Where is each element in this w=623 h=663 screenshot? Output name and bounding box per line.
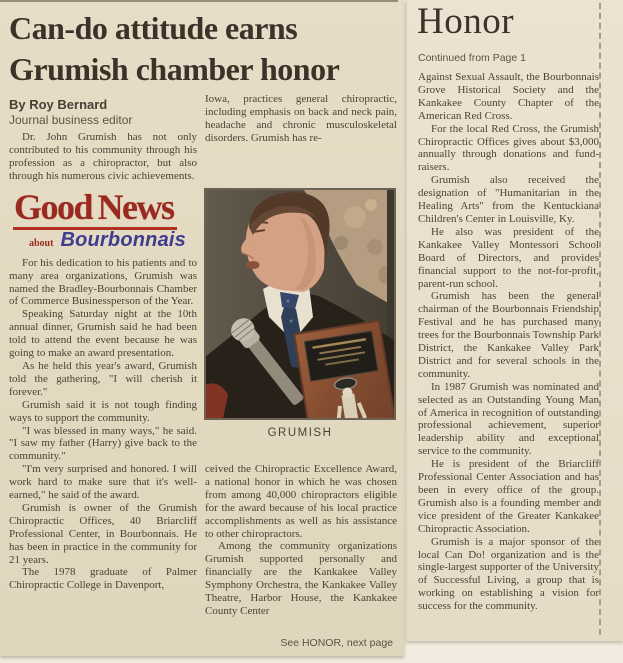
article-paragraph: Grumish has been the general chairman of the Bourbonnais Friendship Festival and he has purchased many trees for the Bourbonnais Township Park District, the Kankakee Valley Park District and for several schools in the community. <box>418 290 599 380</box>
jump-line: See HONOR, next page <box>280 637 393 649</box>
byline-block <box>9 97 132 127</box>
main-headline <box>9 8 401 90</box>
article-paragraph: In 1987 Grumish was nominated and selected as an Outstanding Young Man of America in recognition of outstanding professional achievement, superior leadership ability and exceptional service to the community. <box>418 380 599 458</box>
good-news-logo-subline <box>29 228 191 251</box>
article-paragraph: The 1978 graduate of Palmer Chiropractic College in Davenport, <box>9 566 197 592</box>
article-paragraph: For the local Red Cross, the Grumish Chiropractic Offices gives about $3,000 annually through donations and fund-raisers. <box>418 122 599 174</box>
byline-role: Journal business editor <box>9 113 133 127</box>
byline-author: By Roy Bernard <box>9 97 108 112</box>
good-news-logo-title: Good News <box>13 190 177 230</box>
article-paragraph: For his dedication to his patients and to many area organizations, Grumish was named the Bradley-Bourbonnais Chamber of Commerce Businessperson of the Year. <box>9 256 197 308</box>
good-news-bourbonnais-logo <box>13 186 191 251</box>
honor-column <box>418 71 599 629</box>
grumish-photo-illustration <box>205 189 395 419</box>
article-column-1 <box>9 131 197 656</box>
grumish-award-photo <box>204 188 396 420</box>
honor-headline: Honor <box>417 1 515 42</box>
article-paragraph: He is president of the Briarcliff Professional Center Association and has been in every office of the group. Grumish also is a founding member and vice president of the Greater Kankakee Chiropractic Association. <box>418 458 599 535</box>
article-paragraph: Against Sexual Assault, the Bourbonnais Grove Historical Society and the Kankakee County Chapter of the American Red Cross. <box>418 71 599 122</box>
article-paragraph: ceived the Chiropractic Excellence Award, a national honor in which he was chosen from among 40,000 chiropractors eligible for the award because of his local practice accomplishments as well as his assistance to other chiropractors. <box>205 463 397 540</box>
article-paragraph: Grumish said it is not tough finding ways to support the community. <box>9 398 197 424</box>
article-paragraph: Speaking Saturday night at the 10th annual dinner, Grumish said he had been told to attend the event because he was going to make an award presentation. <box>9 308 197 360</box>
good-news-logo-about: about <box>29 237 54 249</box>
article-paragraph: As he held this year's award, Grumish told the gathering, "I will cherish it forever." <box>9 359 197 398</box>
honor-continuation-clipping <box>406 0 623 641</box>
article-paragraph: Dr. John Grumish has not only contributed to his community through his profession as a chiropractor, but also through his numerous civic achievements. <box>9 131 197 182</box>
article-paragraph: "I was blessed in many ways," he said. "I saw my father (Harry) give back to the community." <box>9 424 197 463</box>
article-paragraph: Iowa, practices general chiropractic, including emphasis on back and neck pain, headache and chronic musculoskeletal disorders. Grumish has re- <box>205 93 397 144</box>
continued-from-line: Continued from Page 1 <box>418 52 526 64</box>
article-paragraph: "I'm very surprised and honored. I will work hard to make sure that it's well-earned," he said of the award. <box>9 463 197 502</box>
article-column-2-bottom <box>205 463 397 635</box>
article-paragraph: He also was president of the Kankakee Valley Montessori School Board of Directors, and provides financial support to the not-for-profit, parent-run school. <box>418 225 599 290</box>
article-paragraph: Grumish is owner of the Grumish Chiropractic Offices, 40 Briarcliff Professional Center, in Bourbonnais. He has been in practice in the community for 21 years. <box>9 501 197 566</box>
article-paragraph: Grumish also received the designation of "Humanitarian in the Healing Arts" from the Kentuckiana Children's Center in Louisville, Ky. <box>418 174 599 225</box>
main-headline-line1: Can-do attitude earns <box>9 10 298 46</box>
article-paragraph: Grumish is a major sponsor of the local Can Do! organization and is the single-largest supporter of the University of Successful Living, a group that is working on establishing a vision for success for the community. <box>418 535 599 613</box>
good-news-logo-bourbonnais: Bourbonnais <box>60 228 186 251</box>
article-column-2-top <box>205 93 397 149</box>
clipping-dashed-edge <box>599 3 601 635</box>
article-paragraph: Among the community organizations Grumish supported personally and financially are the Kankakee Valley Symphony Orchestra, the Kankakee Valley Theatre, Harbor House, the Kankakee County Center <box>205 540 397 617</box>
photo-caption: GRUMISH <box>267 427 333 439</box>
main-headline-line2: Grumish chamber honor <box>9 51 340 87</box>
